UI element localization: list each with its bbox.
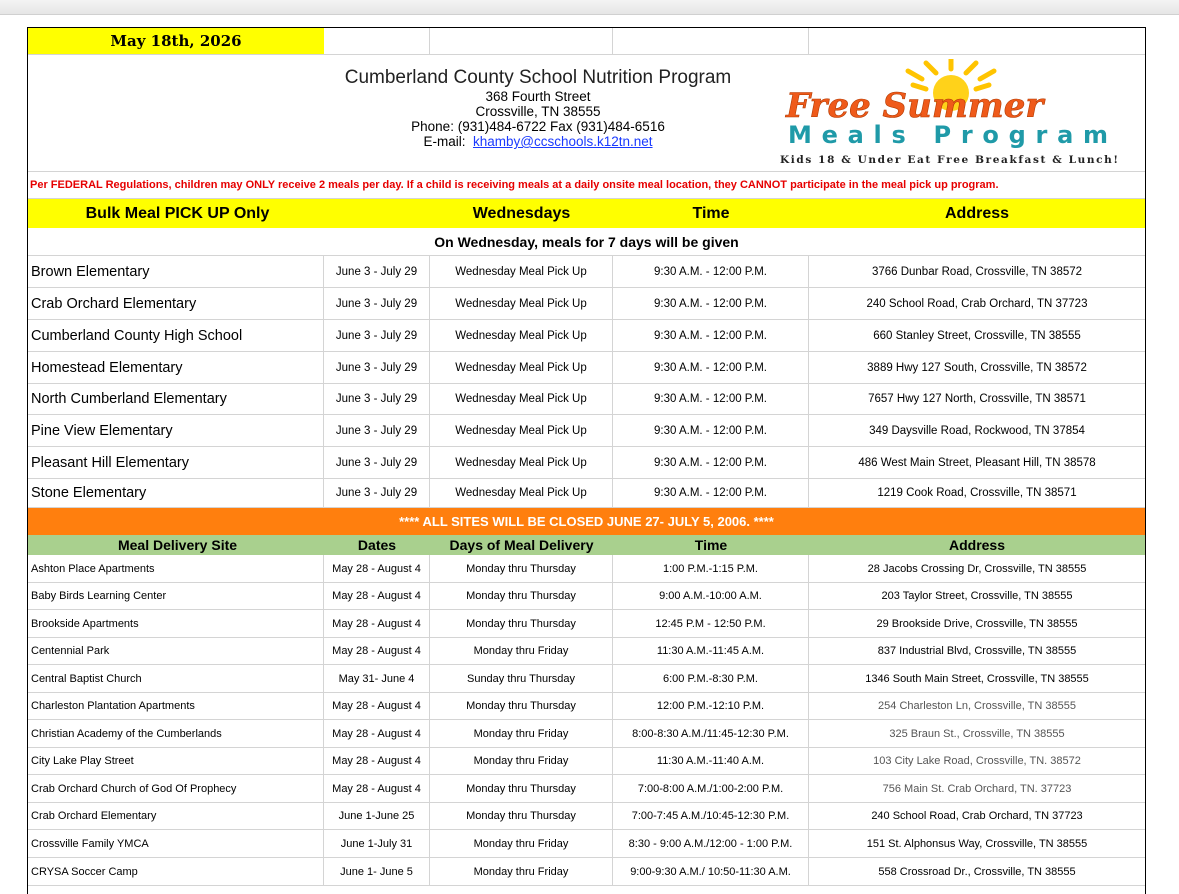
delivery-time: 8:00-8:30 A.M./11:45-12:30 P.M. [613,720,809,747]
pickup-header-site: Bulk Meal PICK UP Only [85,204,270,222]
logo-title-line1: Free Summer [786,86,1044,126]
pickup-days: Wednesday Meal Pick Up [430,288,613,319]
delivery-site: Ashton Place Apartments [28,555,324,582]
delivery-dates: May 31- June 4 [324,665,430,692]
delivery-address: 1346 South Main Street, Crossville, TN 38555 [865,672,1089,685]
pickup-site: Pleasant Hill Elementary [28,447,324,478]
pickup-days: Wednesday Meal Pick Up [430,256,613,287]
delivery-time: 7:00-7:45 A.M./10:45-12:30 P.M. [613,803,809,829]
letterhead [28,55,1145,171]
delivery-address: 837 Industrial Blvd, Crossville, TN 38555 [877,645,1077,657]
delivery-row [28,610,1145,638]
pickup-time: 9:30 A.M. - 12:00 P.M. [613,447,809,478]
delivery-dates: May 28 - August 4 [324,775,430,802]
pickup-dates: June 3 - July 29 [324,320,430,351]
delivery-row [28,830,1145,858]
pickup-site: North Cumberland Elementary [28,384,324,414]
delivery-site: Crab Orchard Church of God Of Prophecy [28,775,324,802]
pickup-dates: June 3 - July 29 [324,384,430,414]
delivery-dates: May 28 - August 4 [324,555,430,582]
delivery-days: Monday thru Thursday [430,775,613,802]
delivery-days: Sunday thru Thursday [430,665,613,692]
pickup-address: 3766 Dunbar Road, Crossville, TN 38572 [871,265,1083,278]
pickup-row [28,320,1145,352]
delivery-address: 103 City Lake Road, Crossville, TN. 38572 [873,755,1081,767]
org-info [278,67,798,149]
pickup-time: 9:30 A.M. - 12:00 P.M. [613,256,809,287]
delivery-row [28,693,1145,720]
pickup-site: Homestead Elementary [28,352,324,383]
pickup-days: Wednesday Meal Pick Up [430,447,613,478]
delivery-dates: June 1- June 5 [324,858,430,885]
delivery-header-days: Days of Meal Delivery [449,537,594,553]
pickup-header-row [28,199,1145,228]
pickup-site: Pine View Elementary [28,415,324,446]
org-email-link[interactable]: khamby@ccschools.k12tn.net [472,134,653,149]
pickup-site: Crab Orchard Elementary [28,288,324,319]
delivery-address: 558 Crossroad Dr., Crossville, TN 38555 [878,865,1076,878]
pickup-address: 7657 Hwy 127 North, Crossville, TN 38571 [868,393,1086,405]
org-name: Cumberland County School Nutrition Program [344,67,732,88]
delivery-address: 29 Brookside Drive, Crossville, TN 38555 [876,617,1078,630]
delivery-row [28,665,1145,693]
delivery-site: Baby Birds Learning Center [28,583,324,609]
delivery-days: Monday thru Friday [430,638,613,664]
delivery-site: CRYSA Soccer Camp [28,858,324,885]
pickup-address: 660 Stanley Street, Crossville, TN 38555 [873,329,1081,342]
delivery-site: Crossville Family YMCA [28,830,324,857]
delivery-header-row [28,535,1145,555]
org-city: Crossville, TN 38555 [475,104,601,119]
delivery-site: Christian Academy of the Cumberlands [28,720,324,747]
pickup-time: 9:30 A.M. - 12:00 P.M. [613,415,809,446]
delivery-row [28,775,1145,803]
pickup-header-days: Wednesdays [472,204,571,222]
pickup-note: On Wednesday, meals for 7 days will be given [28,228,1145,256]
delivery-header-time: Time [694,537,728,553]
pickup-days: Wednesday Meal Pick Up [430,415,613,446]
pickup-row [28,352,1145,384]
delivery-address: 756 Main St. Crab Orchard, TN. 37723 [882,782,1072,795]
pickup-address: 486 West Main Street, Pleasant Hill, TN 38578 [858,456,1096,469]
pickup-days: Wednesday Meal Pick Up [430,479,613,507]
delivery-site: Crab Orchard Elementary [28,803,324,829]
pickup-row [28,415,1145,447]
pickup-address: 1219 Cook Road, Crossville, TN 38571 [877,487,1077,499]
delivery-days: Monday thru Thursday [430,693,613,719]
pickup-row [28,384,1145,415]
pickup-header-time: Time [692,204,730,222]
logo-tagline: Kids 18 & Under Eat Free Breakfast & Lunch! [780,154,1118,166]
delivery-days: Monday thru Thursday [430,803,613,829]
delivery-time: 12:00 P.M.-12:10 P.M. [613,693,809,719]
delivery-days: Monday thru Thursday [430,583,613,609]
pickup-time: 9:30 A.M. - 12:00 P.M. [613,352,809,383]
delivery-dates: May 28 - August 4 [324,720,430,747]
pickup-time: 9:30 A.M. - 12:00 P.M. [613,479,809,507]
delivery-row [28,858,1145,886]
delivery-days: Monday thru Friday [430,720,613,747]
delivery-site: Charleston Plantation Apartments [28,693,324,719]
pickup-time: 9:30 A.M. - 12:00 P.M. [613,320,809,351]
delivery-time: 11:30 A.M.-11:45 A.M. [613,638,809,664]
free-summer-meals-logo [776,59,1121,169]
delivery-site: Brookside Apartments [28,610,324,637]
pickup-site: Stone Elementary [28,479,324,507]
pickup-dates: June 3 - July 29 [324,479,430,507]
date-row [28,28,1145,55]
pickup-days: Wednesday Meal Pick Up [430,384,613,414]
pickup-dates: June 3 - July 29 [324,352,430,383]
pickup-days: Wednesday Meal Pick Up [430,320,613,351]
document-date: May 18th, 2026 [28,28,324,54]
pickup-dates: June 3 - July 29 [324,447,430,478]
delivery-dates: June 1-July 31 [324,830,430,857]
pickup-time: 9:30 A.M. - 12:00 P.M. [613,384,809,414]
org-email-line [278,134,798,149]
delivery-days: Monday thru Friday [430,858,613,885]
pickup-days: Wednesday Meal Pick Up [430,352,613,383]
delivery-days: Monday thru Friday [430,748,613,774]
pickup-row [28,288,1145,320]
org-phone: Phone: (931)484-6722 Fax (931)484-6516 [411,119,665,134]
delivery-row [28,803,1145,830]
delivery-days: Monday thru Friday [430,830,613,857]
delivery-dates: May 28 - August 4 [324,693,430,719]
pickup-dates: June 3 - July 29 [324,415,430,446]
delivery-days: Monday thru Thursday [430,555,613,582]
delivery-row [28,638,1145,665]
delivery-address: 151 St. Alphonsus Way, Crossville, TN 38555 [866,837,1088,850]
org-street: 368 Fourth Street [485,89,591,104]
delivery-time: 7:00-8:00 A.M./1:00-2:00 P.M. [613,775,809,802]
delivery-address: 28 Jacobs Crossing Dr, Crossville, TN 38555 [867,562,1087,575]
logo-title-line2: Meals Program [788,121,1108,149]
delivery-days: Monday thru Thursday [430,610,613,637]
org-email-label: E-mail: [423,134,466,149]
delivery-site: City Lake Play Street [28,748,324,774]
delivery-time: 12:45 P.M - 12:50 P.M. [613,610,809,637]
delivery-address: 254 Charleston Ln, Crossville, TN 38555 [878,700,1076,712]
pickup-address: 3889 Hwy 127 South, Crossville, TN 38572 [867,361,1087,374]
pickup-row [28,447,1145,479]
pickup-site: Cumberland County High School [28,320,324,351]
delivery-time: 9:00-9:30 A.M./ 10:50-11:30 A.M. [613,858,809,885]
delivery-time: 6:00 P.M.-8:30 P.M. [613,665,809,692]
pickup-dates: June 3 - July 29 [324,288,430,319]
delivery-dates: May 28 - August 4 [324,638,430,664]
delivery-row [28,555,1145,583]
pickup-address: 240 School Road, Crab Orchard, TN 37723 [866,297,1088,310]
delivery-time: 11:30 A.M.-11:40 A.M. [613,748,809,774]
delivery-site: Centennial Park [28,638,324,664]
viewer-top-bar [0,0,1179,15]
delivery-dates: June 1-June 25 [324,803,430,829]
delivery-site: Central Baptist Church [28,665,324,692]
delivery-header-address: Address [948,537,1006,553]
pickup-dates: June 3 - July 29 [324,256,430,287]
delivery-time: 9:00 A.M.-10:00 A.M. [613,583,809,609]
pickup-row [28,256,1145,288]
delivery-row [28,748,1145,775]
pickup-row [28,479,1145,508]
delivery-address: 203 Taylor Street, Crossville, TN 38555 [881,590,1073,602]
federal-regulation-warning: Per FEDERAL Regulations, children may ONLY receive 2 meals per day. If a child is receiving meals at a daily onsite meal location, they CANNOT participate in the meal pick up program. [28,171,1145,199]
delivery-dates: May 28 - August 4 [324,610,430,637]
delivery-address: 240 School Road, Crab Orchard, TN 37723 [871,810,1083,822]
meal-schedule-sheet [27,27,1146,894]
delivery-header-dates: Dates [357,537,397,553]
sites-closed-notice: **** ALL SITES WILL BE CLOSED JUNE 27- JULY 5, 2006. **** [28,508,1145,535]
delivery-row [28,583,1145,610]
pickup-address: 349 Daysville Road, Rockwood, TN 37854 [869,424,1085,437]
delivery-header-site: Meal Delivery Site [117,537,238,553]
delivery-row [28,720,1145,748]
delivery-dates: May 28 - August 4 [324,748,430,774]
delivery-time: 8:30 - 9:00 A.M./12:00 - 1:00 P.M. [613,830,809,857]
delivery-address: 325 Braun St., Crossville, TN 38555 [889,727,1065,740]
pickup-site: Brown Elementary [28,256,324,287]
delivery-dates: May 28 - August 4 [324,583,430,609]
pickup-header-address: Address [944,204,1010,222]
pickup-time: 9:30 A.M. - 12:00 P.M. [613,288,809,319]
delivery-time: 1:00 P.M.-1:15 P.M. [613,555,809,582]
